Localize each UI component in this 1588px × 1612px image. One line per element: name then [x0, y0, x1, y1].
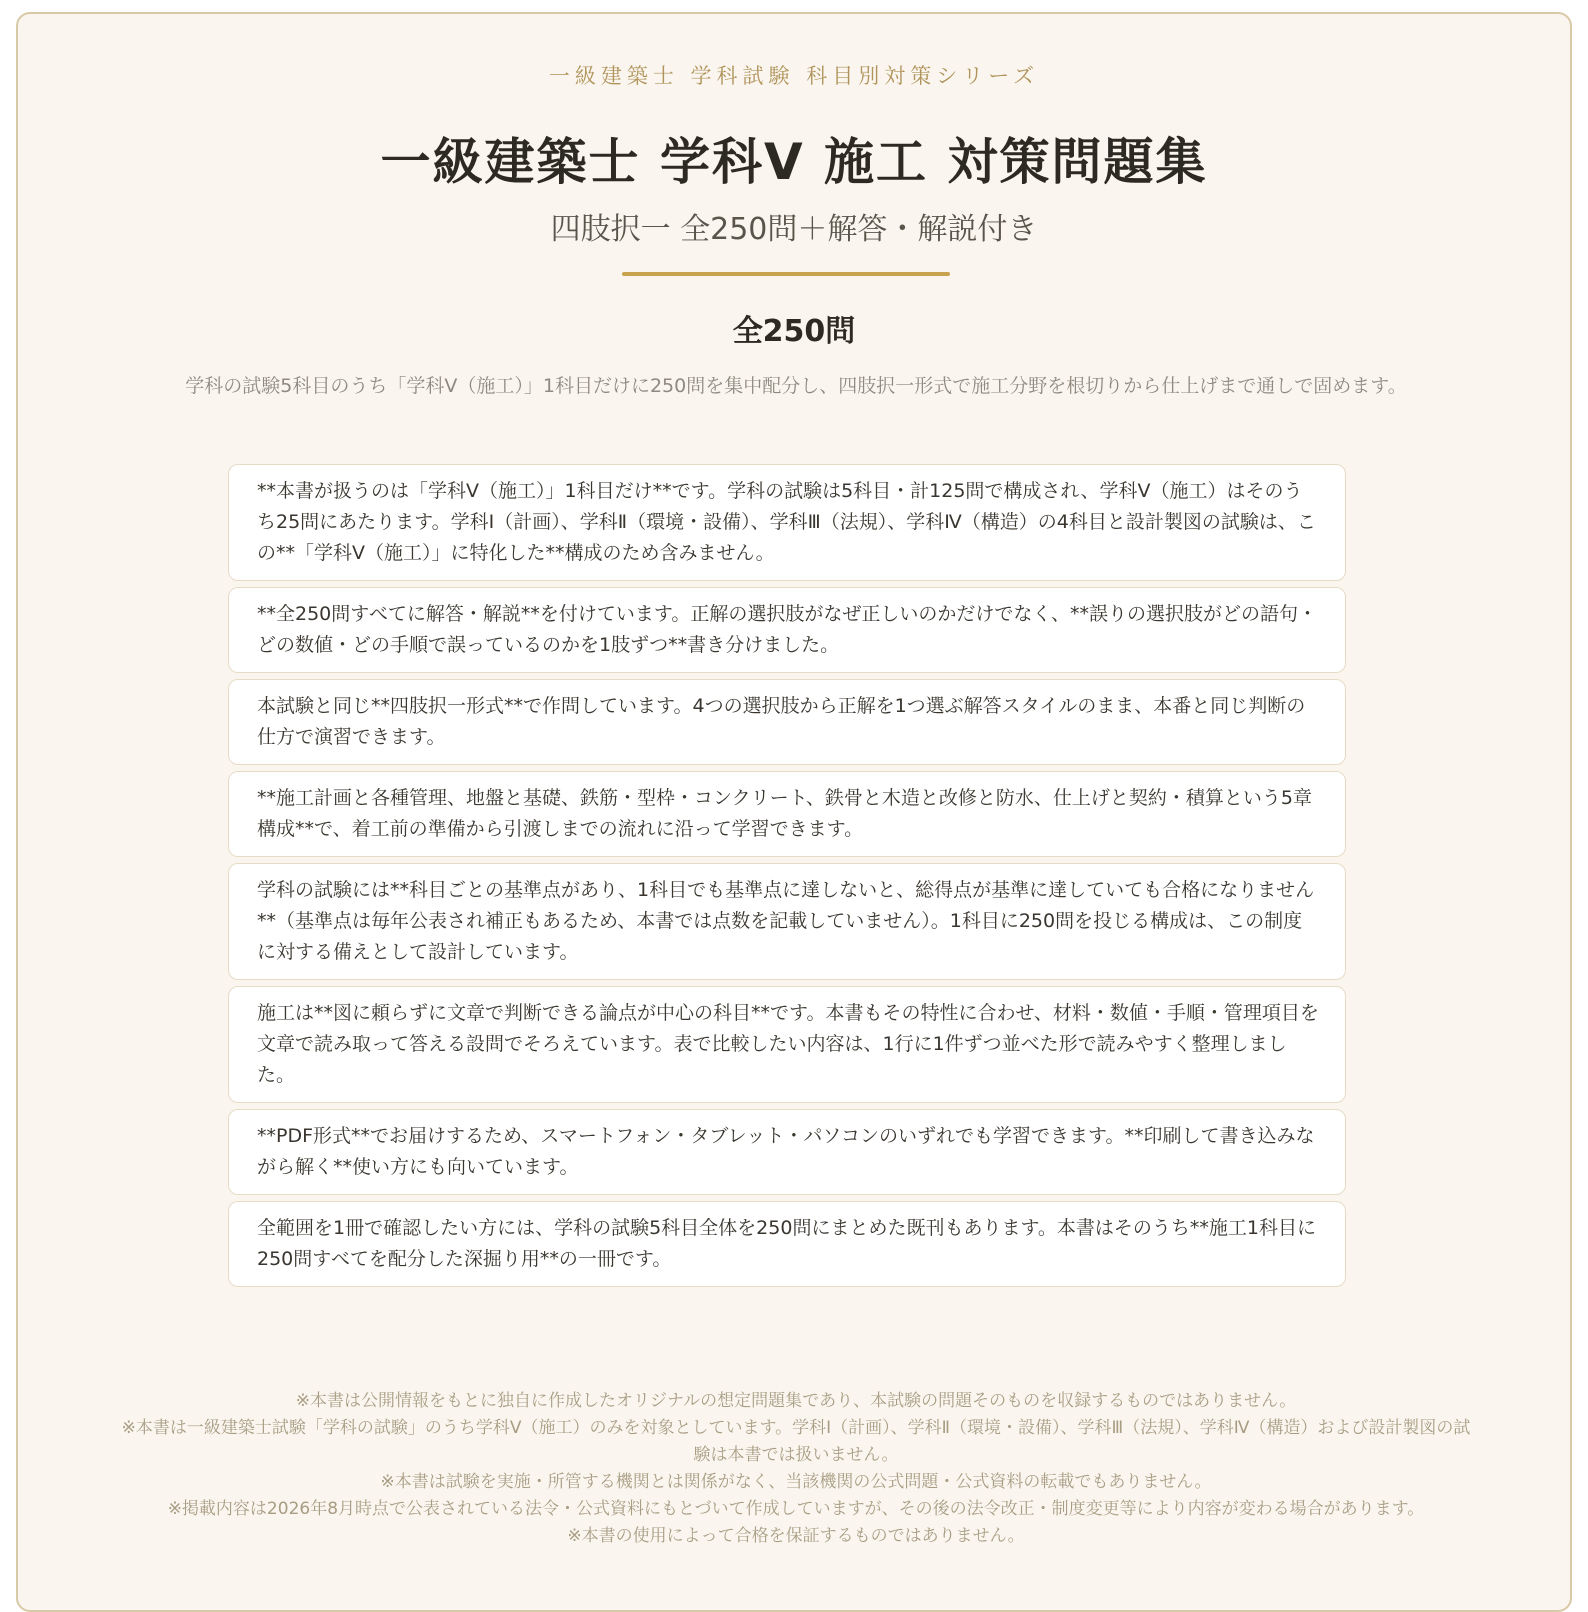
page-title: 一級建築士 学科Ⅴ 施工 対策問題集: [380, 133, 1208, 191]
subtitle: 四肢択一 全250問＋解答・解説付き: [550, 212, 1038, 247]
question-count: 全250問: [732, 314, 856, 349]
feature-card-format: 本試験と同じ**四肢択一形式**で作問しています。4つの選択肢から正解を1つ選ぶ解答スタイルのまま、本番と同じ判断の仕方で演習できます。: [228, 679, 1346, 765]
divider: [622, 272, 950, 276]
disclaimer-note: ※本書は試験を実施・所管する機関とは関係がなく、当該機関の公式問題・公式資料の転載でもありません。: [380, 1472, 1212, 1492]
feature-card-related-book: 全範囲を1冊で確認したい方には、学科の試験5科目全体を250問にまとめた既刊もあります。本書はそのうち**施工1科目に250問すべてを配分した深掘り用**の一冊です。: [228, 1201, 1346, 1287]
cover-page: [16, 12, 1572, 1612]
disclaimer-note: ※本書は一級建築士試験「学科の試験」のうち学科Ⅴ（施工）のみを対象としています。学科Ⅰ（計画）、学科Ⅱ（環境・設備）、学科Ⅲ（法規）、学科Ⅳ（構造）および設計製図の試験は本書では扱いません。: [121, 1418, 1471, 1465]
feature-list: [228, 464, 1346, 1293]
lead-text: 学科の試験5科目のうち「学科Ⅴ（施工）」1科目だけに250問を集中配分し、四肢択一形式で施工分野を根切りから仕上げまで通しで固めます。: [185, 375, 1407, 397]
feature-card-scope: **本書が扱うのは「学科Ⅴ（施工）」1科目だけ**です。学科の試験は5科目・計125問で構成され、学科Ⅴ（施工）はそのうち25問にあたります。学科Ⅰ（計画）、学科Ⅱ（環境・設備）、学科Ⅲ（法規）、学科Ⅳ（構造）の4科目と設計製図の試験は、この**「学科Ⅴ（施工）」に特化した**構成のため含みません。: [228, 464, 1346, 581]
feature-card-text-based: 施工は**図に頼らずに文章で判断できる論点が中心の科目**です。本書もその特性に合わせ、材料・数値・手順・管理項目を文章で読み取って答える設問でそろえています。表で比較したい内容は、1行に1件ずつ並べた形で読みやすく整理しました。: [228, 986, 1346, 1103]
disclaimer-note: ※本書は公開情報をもとに独自に作成したオリジナルの想定問題集であり、本試験の問題そのものを収録するものではありません。: [295, 1391, 1297, 1411]
disclaimer-note: ※掲載内容は2026年8月時点で公表されている法令・公式資料にもとづいて作成していますが、その後の法令改正・制度変更等により内容が変わる場合があります。: [167, 1499, 1425, 1519]
feature-card-chapters: **施工計画と各種管理、地盤と基礎、鉄筋・型枠・コンクリート、鉄骨と木造と改修と防水、仕上げと契約・積算という5章構成**で、着工前の準備から引渡しまでの流れに沿って学習できます。: [228, 771, 1346, 857]
feature-card-pdf: **PDF形式**でお届けするため、スマートフォン・タブレット・パソコンのいずれでも学習できます。**印刷して書き込みながら解く**使い方にも向いています。: [228, 1109, 1346, 1195]
feature-card-passing-standard: 学科の試験には**科目ごとの基準点があり、1科目でも基準点に達しないと、総得点が基準に達していても合格になりません**（基準点は毎年公表され補正もあるため、本書では点数を記載していません）。1科目に250問を投じる構成は、この制度に対する備えとして設計しています。: [228, 863, 1346, 980]
series-label: 一級建築士 学科試験 科目別対策シリーズ: [548, 64, 1040, 88]
disclaimer-notes: [118, 1388, 1474, 1550]
feature-card-explanations: **全250問すべてに解答・解説**を付けています。正解の選択肢がなぜ正しいのかだけでなく、**誤りの選択肢がどの語句・どの数値・どの手順で誤っているのかを1肢ずつ**書き分けました。: [228, 587, 1346, 673]
disclaimer-note: ※本書の使用によって合格を保証するものではありません。: [567, 1526, 1025, 1546]
